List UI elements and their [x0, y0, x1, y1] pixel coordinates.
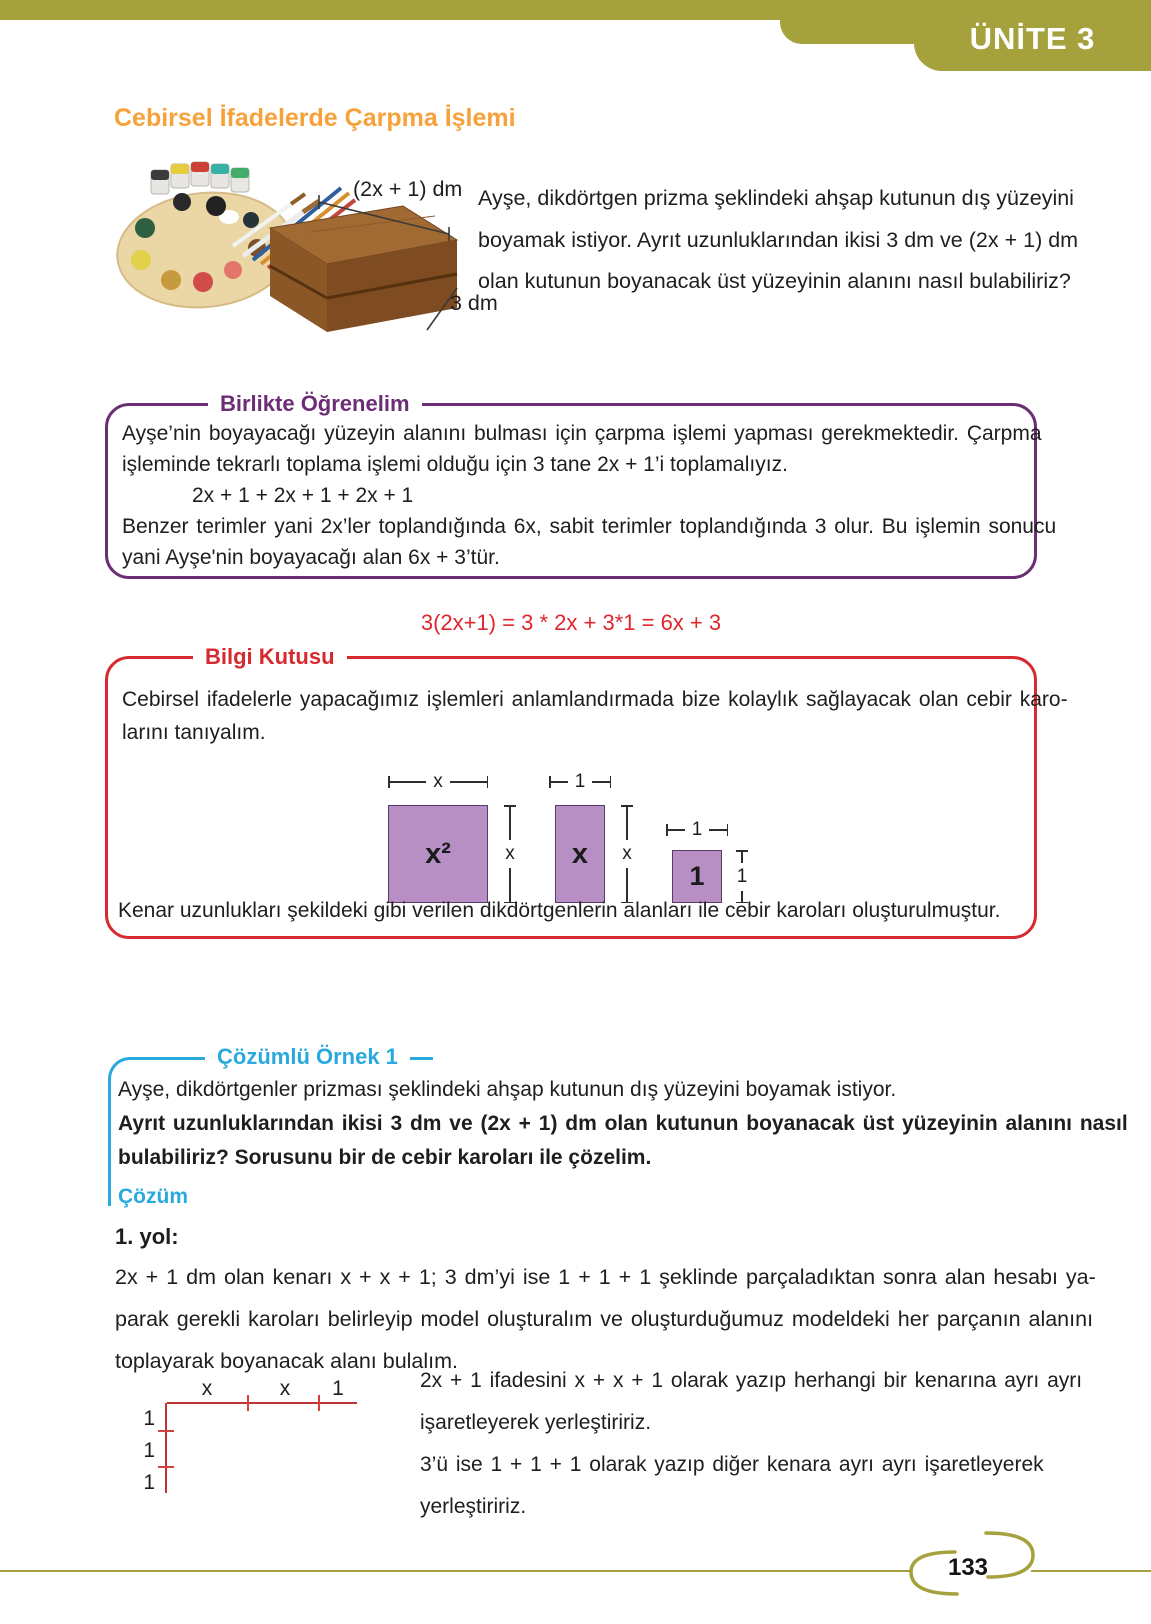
dim-label: x [433, 771, 443, 792]
text-line: 3’ü ise 1 + 1 + 1 olarak yazıp diğer kenara ayrı ayrı işaretleyerek [420, 1453, 1044, 1476]
text-line-bold: bulabiliriz? Sorusunu bir de cebir karoları ile çözelim. [118, 1146, 652, 1169]
dim-line [741, 852, 743, 863]
dim-line [709, 829, 726, 831]
diagram-explanation [420, 1360, 1083, 1528]
text-line: yerleştiririz. [420, 1495, 527, 1518]
diagram-top-label: 1 [332, 1377, 344, 1400]
tile-label: 1 [689, 861, 705, 891]
dim-line [668, 829, 685, 831]
dim-label: 1 [691, 819, 703, 840]
wooden-box [270, 206, 457, 332]
diagram-top-label: x [201, 1377, 213, 1400]
text-line: 2x + 1 ifadesini x + x + 1 olarak yazıp herhangi bir kenarına ayrı ayrı [420, 1369, 1083, 1392]
example-text [118, 1073, 1128, 1175]
intro-line: olan kutunun boyanacak üst yüzeyinin alanını nasıl bulabiliriz? [478, 269, 1071, 293]
unit-label: ÜNİTE 3 [969, 20, 1096, 56]
dim-tick [610, 776, 612, 788]
dim-line [592, 781, 609, 783]
text-line: parak gerekli karoları belirleyip model oluşturalım ve oluşturduğumuz modeldeki her parçanın alanını [115, 1307, 1094, 1331]
text-line: işaretleyerek yerleştiririz. [420, 1411, 652, 1434]
x2-tile-width-dimension [388, 771, 488, 792]
dim-label: x [622, 843, 632, 864]
example-title: Çözümlü Örnek 1 [205, 1044, 410, 1070]
birlikte-content [108, 406, 1057, 573]
diagram-side-label: 1 [143, 1471, 155, 1494]
footer-rule-left [0, 1570, 912, 1572]
bilgi-content [108, 659, 1068, 749]
intro-line: Ayşe, dikdörtgen prizma şeklindeki ahşap kutunun dış yüzeyini [478, 186, 1074, 210]
box-width-label: (2x + 1) dm [353, 177, 463, 201]
unit-tile-height-dimension [734, 850, 750, 903]
text-line: Ayşe, dikdörtgenler prizması şeklindeki ahşap kutunun dış yüzeyini boyamak istiyor. [118, 1078, 897, 1101]
text-line: toplayarak boyanacak alanı bulalım. [115, 1349, 459, 1373]
diagram-side-label: 1 [143, 1439, 155, 1462]
bilgi-title: Bilgi Kutusu [193, 644, 347, 670]
text-line-bold: Ayrıt uzunluklarından ikisi 3 dm ve (2x + 1) dm olan kutunun boyanacak üst yüzeyinin alanını nasıl [118, 1112, 1128, 1135]
algebra-tile-x2 [388, 805, 488, 903]
text-line: Ayşe’nin boyayacağı yüzeyin alanını bulması için çarpma işlemi yapması gerekmektedir. Çarpma [122, 422, 1042, 445]
dim-label: 1 [574, 771, 586, 792]
text-line: larını tanıyalım. [122, 721, 266, 744]
dim-line [450, 781, 487, 783]
tiles-caption: Kenar uzunlukları şekildeki gibi verilen dikdörtgenlerin alanları ile cebir karoları oluşturulmuştur. [118, 899, 1001, 922]
unit-tile-width-dimension [666, 819, 728, 840]
page-number: 133 [947, 1554, 989, 1581]
x2-tile-height-dimension [502, 805, 518, 903]
text-line: Cebirsel ifadelerle yapacağımız işlemleri anlamlandırmada bize kolaylık sağlayacak olan cebir karo- [122, 688, 1068, 711]
intro-line: boyamak istiyor. Ayrıt uzunluklarından ikisi 3 dm ve (2x + 1) dm [478, 227, 1079, 252]
x-tile-height-dimension [619, 805, 635, 903]
text-line: yani Ayşe'nin boyayacağı alan 6x + 3’tür. [122, 546, 500, 569]
text-line: işleminde tekrarlı toplama işlemi olduğu için 3 tane 2x + 1’i toplamalıyız. [122, 453, 788, 476]
unit-tab [914, 0, 1151, 71]
text-line: 2x + 1 dm olan kenarı x + x + 1; 3 dm’yi ise 1 + 1 + 1 şeklinde parçaladıktan sonra alan hesabı ya- [115, 1265, 1096, 1289]
dim-line [551, 781, 568, 783]
dim-label: 1 [736, 865, 748, 887]
dim-line [509, 807, 511, 841]
diagram-top-label: x [279, 1377, 291, 1400]
intro-paragraph [478, 178, 1079, 303]
dim-line [626, 868, 628, 902]
method-1-heading: 1. yol: [115, 1224, 179, 1249]
side-partition-diagram [95, 1365, 385, 1515]
box-depth-label: 3 dm [450, 291, 498, 315]
paint-pots [151, 162, 249, 194]
tile-label: x² [425, 837, 451, 870]
dim-tick [487, 776, 489, 788]
dim-line [390, 781, 427, 783]
dim-tick [727, 824, 729, 836]
x-tile-width-dimension [549, 771, 611, 792]
footer-rule-right [1031, 1570, 1151, 1572]
tile-label: x [571, 837, 589, 870]
text-line: Benzer terimler yani 2x’ler toplandığında 6x, sabit terimler toplandığında 3 olur. Bu işlemin sonucu [122, 515, 1057, 538]
dim-label: x [505, 843, 515, 864]
algebra-tile-1 [672, 850, 722, 903]
diagram-side-label: 1 [143, 1407, 155, 1430]
distribution-formula: 3(2x+1) = 3 * 2x + 3*1 = 6x + 3 [420, 610, 722, 635]
expression-line: 2x + 1 + 2x + 1 + 2x + 1 [192, 484, 414, 507]
dim-line [509, 868, 511, 902]
algebra-tile-x [555, 805, 605, 903]
solution-label: Çözüm [118, 1185, 188, 1208]
page-title: Cebirsel İfadelerde Çarpma İşlemi [114, 104, 516, 132]
birlikte-ogrenelim-box [105, 391, 1057, 579]
birlikte-title: Birlikte Öğrenelim [208, 391, 422, 417]
dim-line [626, 807, 628, 841]
